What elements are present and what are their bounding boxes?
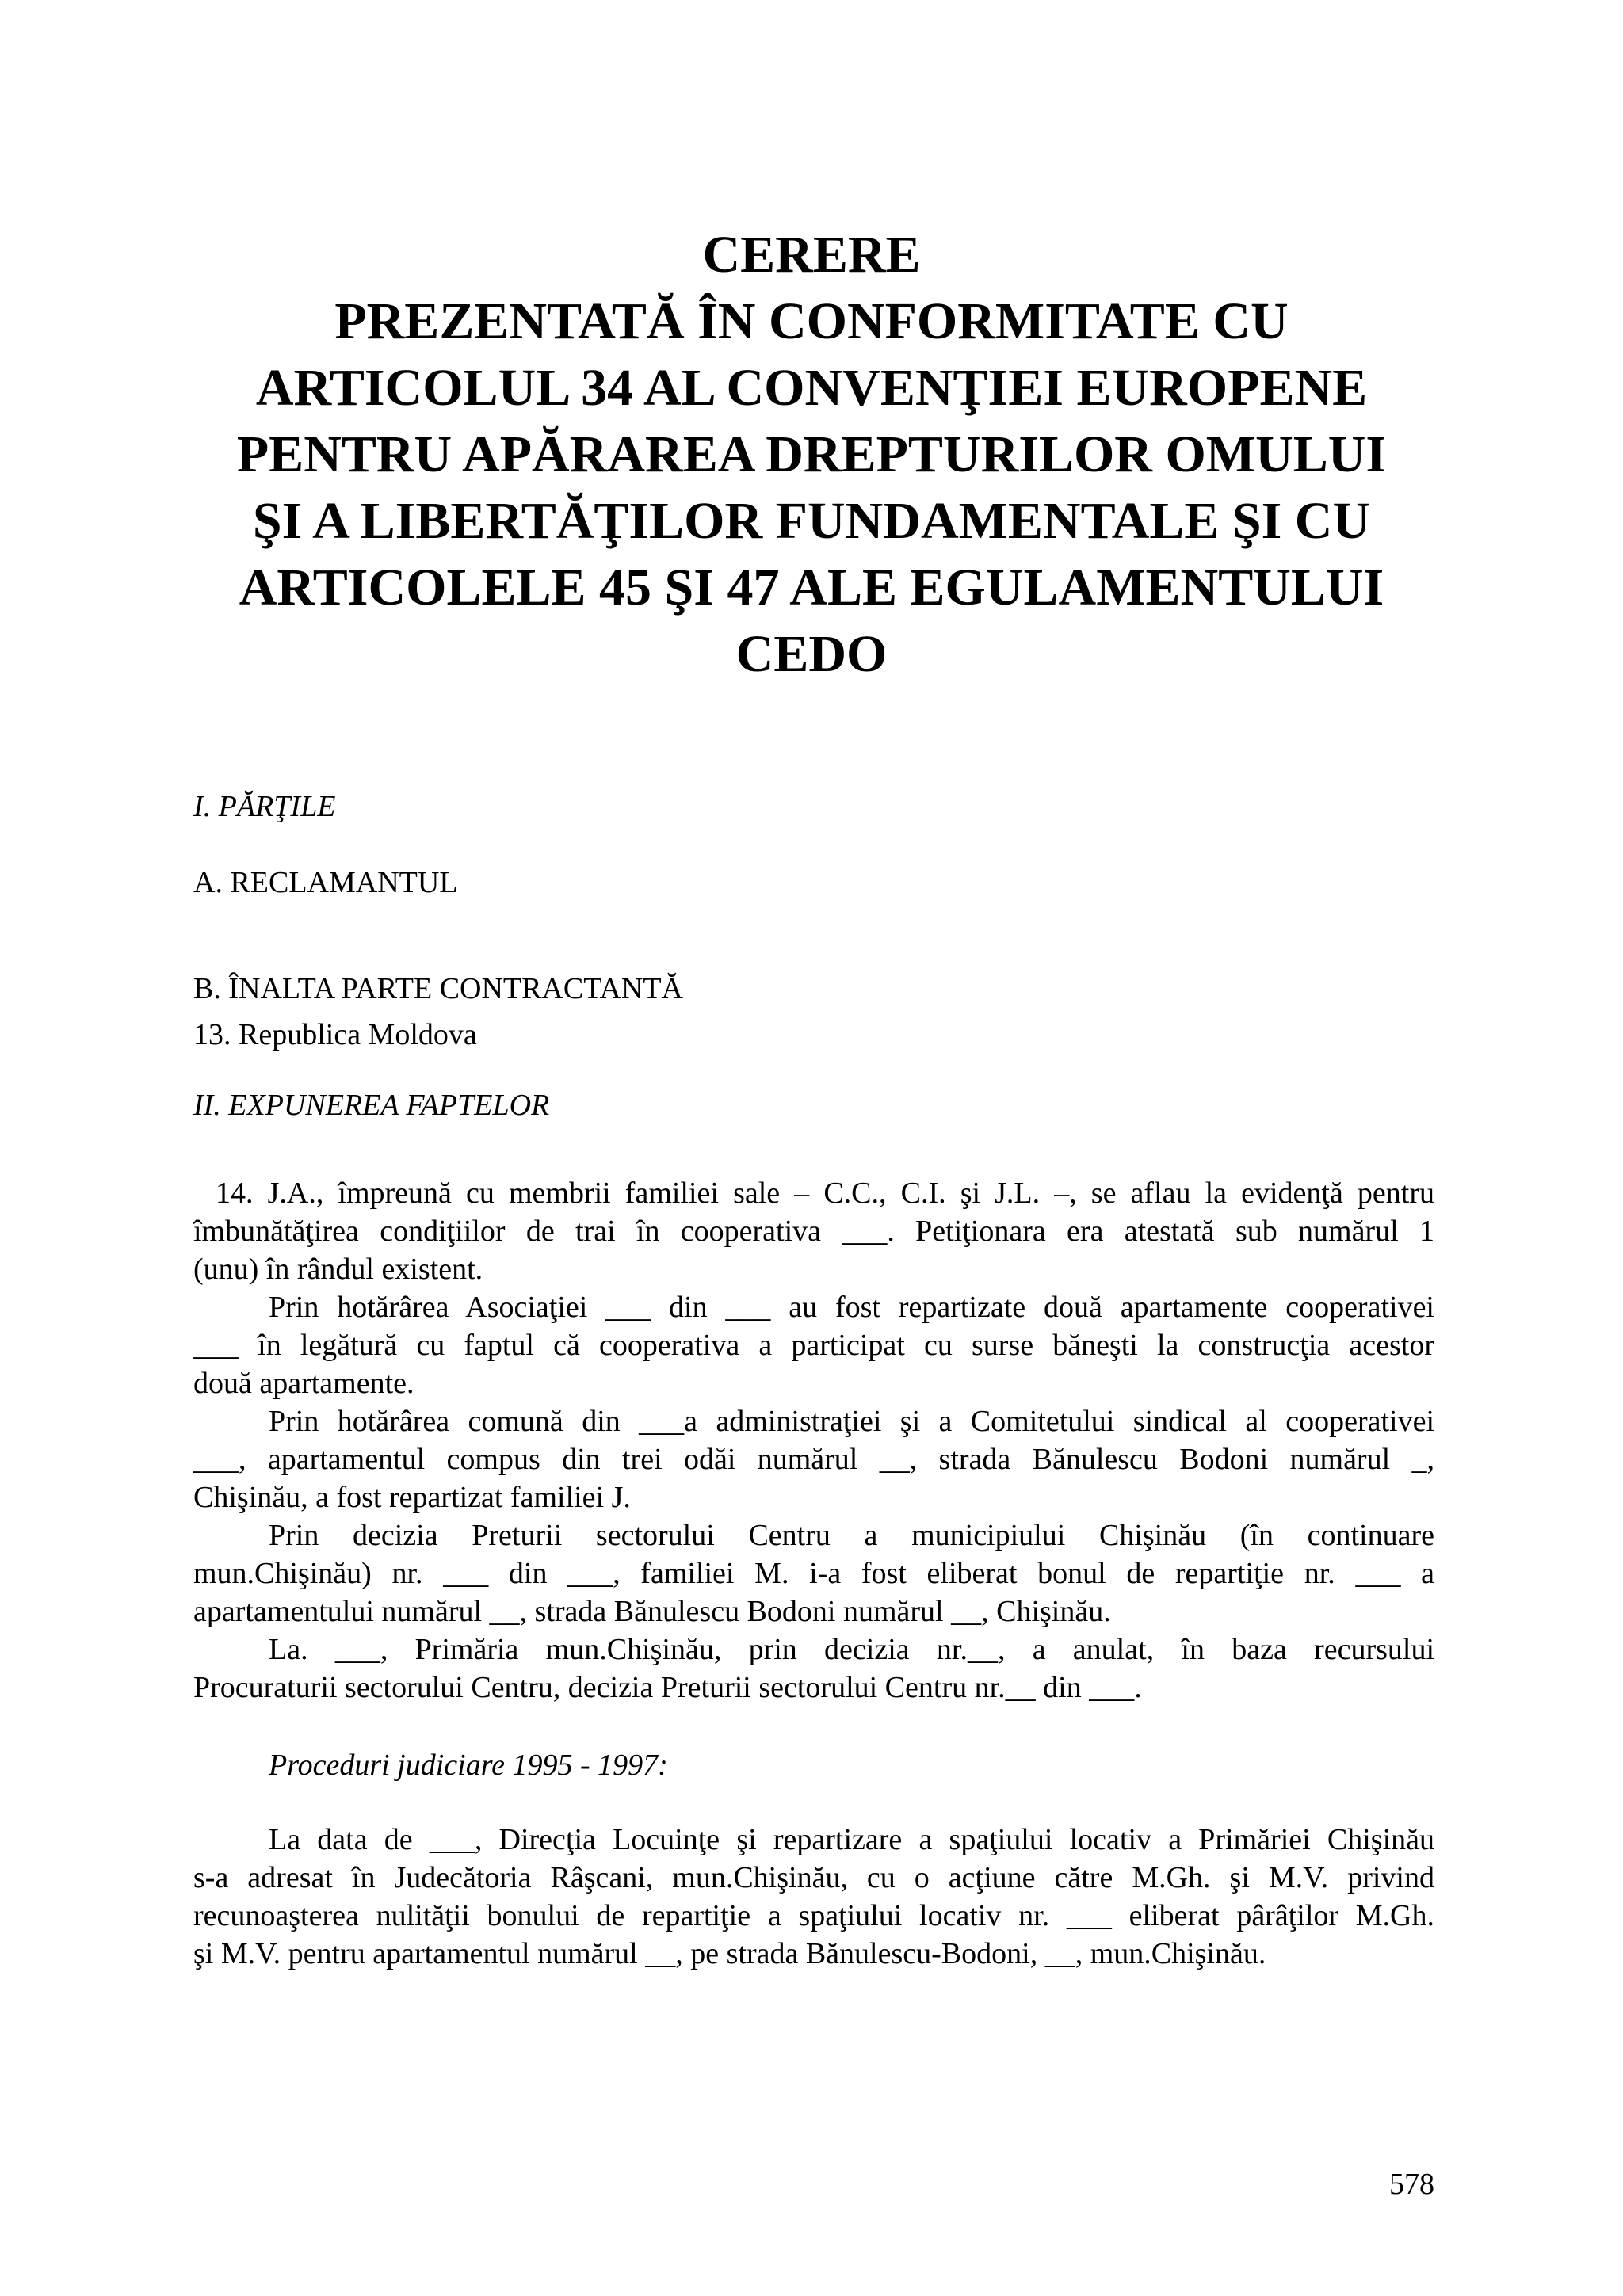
- paragraph-line: s-a adresat în Judecătoria Râşcani, mun.Chişinău, cu o acţiune către M.Gh. şi M.V. privind: [193, 1861, 1434, 1894]
- section-subheading-contracting-party: B. ÎNALTA PARTE CONTRACTANTĂ: [193, 972, 683, 1005]
- paragraph-line: La. ___, Primăria mun.Chişinău, prin decizia nr.__, a anulat, în baza recursului: [269, 1633, 1434, 1666]
- section-heading-facts: II. EXPUNEREA FAPTELOR: [193, 1089, 550, 1122]
- section-heading-parties: I. PĂRŢILE: [193, 790, 336, 823]
- paragraph-line: Prin hotărârea Asociaţiei ___ din ___ au fost repartizate două apartamente cooperativei: [269, 1291, 1434, 1324]
- paragraph-line: şi M.V. pentru apartamentul numărul __, pe strada Bănulescu-Bodoni, __, mun.Chişinău.: [193, 1937, 1266, 1970]
- paragraph-line: 14. J.A., împreună cu membrii familiei sale – C.C., C.I. şi J.L. –, se aflau la evidenţă pentru: [216, 1177, 1434, 1210]
- title-line: ŞI A LIBERTĂŢILOR FUNDAMENTALE ŞI CU: [252, 492, 1371, 550]
- paragraph-14: [193, 1174, 1434, 1288]
- section-subheading-applicant: A. RECLAMANTUL: [193, 866, 458, 899]
- title-line: PENTRU APĂRAREA DREPTURILOR OMULUI: [236, 425, 1387, 483]
- title-line: PREZENTATĂ ÎN CONFORMITATE CU: [334, 292, 1289, 350]
- paragraph-line: Prin hotărârea comună din ___a administraţiei şi a Comitetului sindical al cooperativei: [269, 1405, 1434, 1438]
- document-title: [143, 222, 1480, 688]
- paragraph-line: îmbunătăţirea condiţiilor de trai în cooperativa ___. Petiţionara era atestată sub numărul 1: [193, 1215, 1434, 1248]
- paragraph-line: recunoaşterea nulităţii bonului de repartiţie a spaţiului locativ nr. ___ eliberat pârâţilor M.Gh.: [193, 1899, 1434, 1932]
- title-line: CERERE: [702, 226, 921, 284]
- paragraph-line: Chişinău, a fost repartizat familiei J.: [193, 1481, 631, 1514]
- subheading-judicial-procedures: Proceduri judiciare 1995 - 1997:: [269, 1749, 668, 1782]
- paragraph-line: (unu) în rândul existent.: [193, 1253, 483, 1286]
- paragraph-joint-decision: [193, 1402, 1434, 1516]
- paragraph-line: apartamentului numărul __, strada Bănulescu Bodoni numărul __, Chişinău.: [193, 1595, 1111, 1628]
- paragraph-mayoralty-decision: [193, 1630, 1434, 1707]
- paragraph-line: ___ în legătură cu faptul că cooperativa a participat cu surse băneşti la construcţia acestor: [193, 1329, 1434, 1362]
- title-line: ARTICOLELE 45 ŞI 47 ALE EGULAMENTULUI: [239, 559, 1384, 616]
- title-line: ARTICOLUL 34 AL CONVENŢIEI EUROPENE: [255, 359, 1368, 417]
- paragraph-line: ___, apartamentul compus din trei odăi numărul __, strada Bănulescu Bodoni numărul _,: [193, 1443, 1434, 1476]
- paragraph-pretura-decision: [193, 1516, 1434, 1630]
- paragraph-association-decision: [193, 1288, 1434, 1402]
- page-number: 578: [1389, 2168, 1434, 2201]
- paragraph-line: Prin decizia Preturii sectorului Centru a municipiului Chişinău (în continuare: [269, 1519, 1434, 1552]
- item-13: 13. Republica Moldova: [193, 1018, 477, 1051]
- paragraph-line: Procuraturii sectorului Centru, decizia Preturii sectorului Centru nr.__ din ___.: [193, 1671, 1142, 1704]
- title-line: CEDO: [735, 625, 888, 683]
- paragraph-line: mun.Chişinău) nr. ___ din ___, familiei M. i-a fost eliberat bonul de repartiţie nr. ___ a: [193, 1557, 1434, 1590]
- paragraph-line: două apartamente.: [193, 1367, 414, 1400]
- paragraph-court-action: [193, 1821, 1434, 1973]
- paragraph-line: La data de ___, Direcţia Locuinţe şi repartizare a spaţiului locativ a Primăriei Chişinău: [269, 1823, 1434, 1856]
